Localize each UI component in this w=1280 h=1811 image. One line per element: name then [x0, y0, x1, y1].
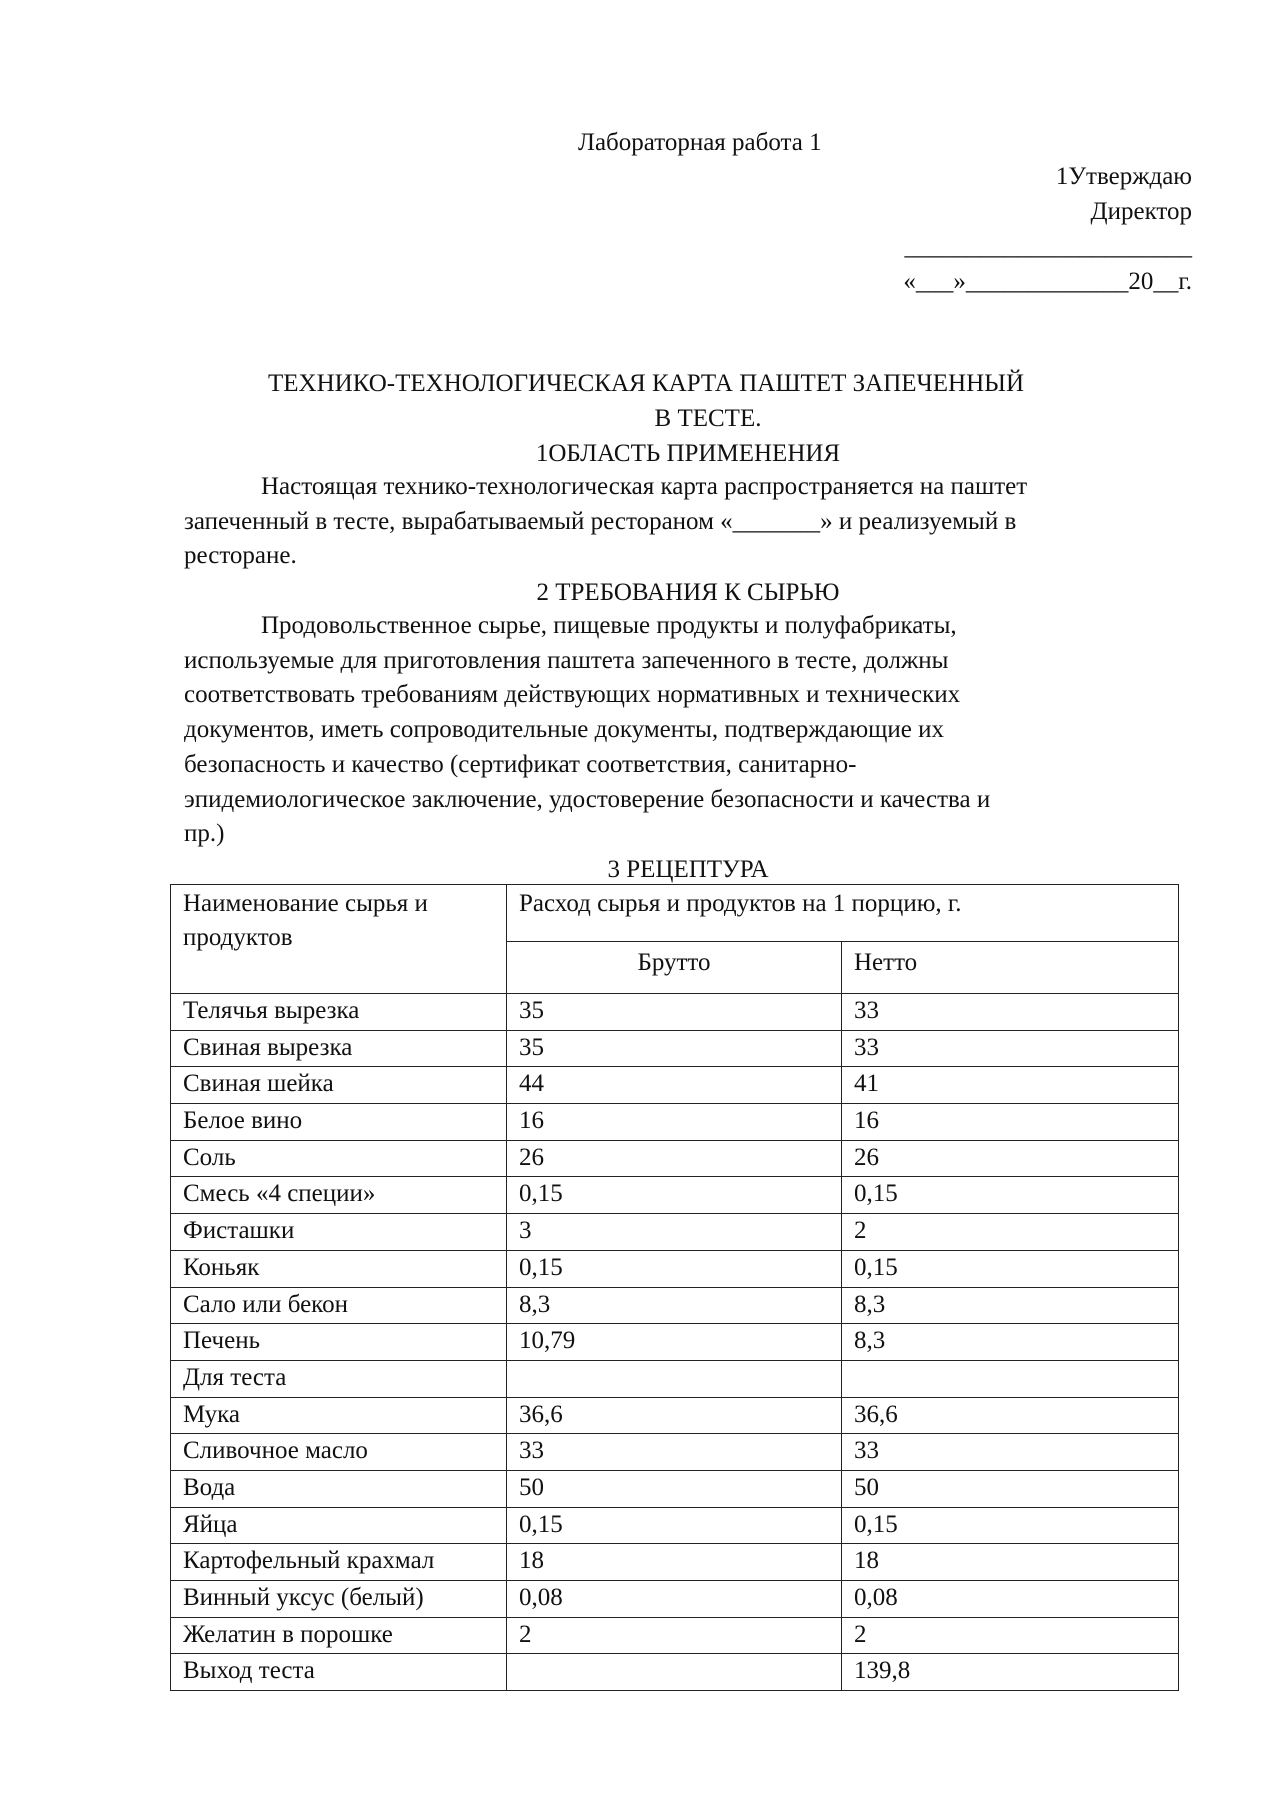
paragraph-line: эпидемиологическое заключение, удостоверение безопасности и качества и — [184, 785, 991, 813]
ingredient-name: Картофельный крахмал — [171, 1544, 507, 1581]
table-row — [171, 1397, 1179, 1434]
ingredient-name: Сало или бекон — [171, 1287, 507, 1324]
table-row — [171, 994, 1179, 1031]
ingredient-name: Мука — [171, 1397, 507, 1434]
brutto-value: 8,3 — [507, 1287, 842, 1324]
section1-paragraph — [184, 470, 1194, 574]
ingredient-name: Желатин в порошке — [171, 1617, 507, 1654]
section3-heading: 3 РЕЦЕПТУРА — [607, 856, 769, 883]
table-row — [171, 1140, 1179, 1177]
table-row — [171, 1104, 1179, 1141]
brutto-value: 44 — [507, 1067, 842, 1104]
brutto-value: 35 — [507, 1030, 842, 1067]
header-brutto-cell: Брутто — [507, 942, 842, 994]
ingredient-name: Белое вино — [171, 1104, 507, 1141]
brutto-value: 35 — [507, 994, 842, 1031]
netto-value: 26 — [842, 1140, 1179, 1177]
ingredient-name: Печень — [171, 1324, 507, 1361]
brutto-value: 26 — [507, 1140, 842, 1177]
table-row — [171, 1287, 1179, 1324]
table-row-yield — [171, 1654, 1179, 1691]
table-row — [171, 1507, 1179, 1544]
lab-title: Лабораторная работа 1 — [578, 129, 822, 156]
ingredient-name: Винный уксус (белый) — [171, 1581, 507, 1618]
paragraph-line: соответствовать требованиям действующих нормативных и технических — [184, 681, 961, 709]
brutto-value: 0,15 — [507, 1177, 842, 1214]
signature-line: _______________________ — [904, 233, 1192, 260]
table-row — [171, 1177, 1179, 1214]
director-label: Директор — [1090, 198, 1192, 225]
brutto-value — [507, 1654, 842, 1691]
table-row — [171, 1030, 1179, 1067]
table-row — [171, 1434, 1179, 1471]
ingredient-name: Соль — [171, 1140, 507, 1177]
table-row — [171, 1067, 1179, 1104]
table-row — [171, 1470, 1179, 1507]
ingredient-name: Свиная вырезка — [171, 1030, 507, 1067]
netto-value: 41 — [842, 1067, 1179, 1104]
table-row — [171, 1214, 1179, 1251]
netto-value: 33 — [842, 994, 1179, 1031]
ingredient-name: Свиная шейка — [171, 1067, 507, 1104]
ingredient-name: Выход теста — [171, 1654, 507, 1691]
document-title-line2: В ТЕСТЕ. — [654, 405, 762, 432]
ingredient-name: Коньяк — [171, 1250, 507, 1287]
paragraph-line: Настоящая технико-технологическая карта распространяется на паштет — [261, 473, 1028, 500]
table-row — [171, 1544, 1179, 1581]
netto-value: 0,15 — [842, 1250, 1179, 1287]
ingredient-name: Телячья вырезка — [171, 994, 507, 1031]
brutto-value: 0,08 — [507, 1581, 842, 1618]
approve-label: 1Утверждаю — [1055, 163, 1192, 190]
netto-value: 16 — [842, 1104, 1179, 1141]
ingredient-name: Вода — [171, 1470, 507, 1507]
ingredient-name: Сливочное масло — [171, 1434, 507, 1471]
table-row — [171, 1581, 1179, 1618]
paragraph-line: запеченный в тесте, вырабатываемый рестораном «_______» и реализуемый в — [184, 507, 1017, 535]
date-line: «___»_____________20__г. — [903, 268, 1192, 295]
netto-value: 0,15 — [842, 1507, 1179, 1544]
netto-value: 8,3 — [842, 1324, 1179, 1361]
paragraph-line: пр.) — [184, 820, 225, 848]
netto-value: 8,3 — [842, 1287, 1179, 1324]
netto-value: 2 — [842, 1617, 1179, 1654]
ingredient-name: Для теста — [171, 1360, 507, 1397]
netto-value: 33 — [842, 1030, 1179, 1067]
brutto-value: 10,79 — [507, 1324, 842, 1361]
netto-value: 139,8 — [842, 1654, 1179, 1691]
ingredient-name: Яйца — [171, 1507, 507, 1544]
netto-value: 50 — [842, 1470, 1179, 1507]
section1-heading: 1ОБЛАСТЬ ПРИМЕНЕНИЯ — [535, 440, 841, 467]
netto-value: 2 — [842, 1214, 1179, 1251]
header-usage-cell: Расход сырья и продуктов на 1 порцию, г. — [507, 885, 1179, 942]
table-row — [171, 1250, 1179, 1287]
table-row-dough-section — [171, 1360, 1179, 1397]
brutto-value: 16 — [507, 1104, 842, 1141]
paragraph-line: документов, иметь сопроводительные документы, подтверждающие их — [184, 716, 945, 744]
netto-value: 0,15 — [842, 1177, 1179, 1214]
table-row — [171, 1617, 1179, 1654]
header-netto-cell: Нетто — [842, 942, 1179, 994]
header-name-cell: Наименование сырья и продуктов — [171, 885, 507, 994]
paragraph-line: ресторане. — [184, 542, 297, 570]
brutto-value: 0,15 — [507, 1507, 842, 1544]
ingredient-name: Фисташки — [171, 1214, 507, 1251]
netto-value — [842, 1360, 1179, 1397]
brutto-value: 50 — [507, 1470, 842, 1507]
ingredient-name: Смесь «4 специи» — [171, 1177, 507, 1214]
netto-value: 36,6 — [842, 1397, 1179, 1434]
brutto-value: 0,15 — [507, 1250, 842, 1287]
table-header-row — [171, 885, 1179, 942]
section2-heading: 2 ТРЕБОВАНИЯ К СЫРЬЮ — [536, 579, 840, 606]
section2-paragraph — [184, 609, 1194, 852]
netto-value: 0,08 — [842, 1581, 1179, 1618]
brutto-value: 33 — [507, 1434, 842, 1471]
netto-value: 33 — [842, 1434, 1179, 1471]
netto-value: 18 — [842, 1544, 1179, 1581]
brutto-value: 3 — [507, 1214, 842, 1251]
paragraph-line: Продовольственное сырье, пищевые продукты и полуфабрикаты, — [261, 612, 957, 639]
brutto-value: 2 — [507, 1617, 842, 1654]
brutto-value: 36,6 — [507, 1397, 842, 1434]
paragraph-line: используемые для приготовления паштета запеченного в тесте, должны — [184, 646, 949, 674]
paragraph-line: безопасность и качество (сертификат соответствия, санитарно- — [184, 750, 857, 778]
document-title-line1: ТЕХНИКО-ТЕХНОЛОГИЧЕСКАЯ КАРТА ПАШТЕТ ЗАПЕЧЕННЫЙ — [268, 370, 1025, 397]
brutto-value: 18 — [507, 1544, 842, 1581]
table-row — [171, 1324, 1179, 1361]
recipe-table — [170, 884, 1179, 1691]
brutto-value — [507, 1360, 842, 1397]
